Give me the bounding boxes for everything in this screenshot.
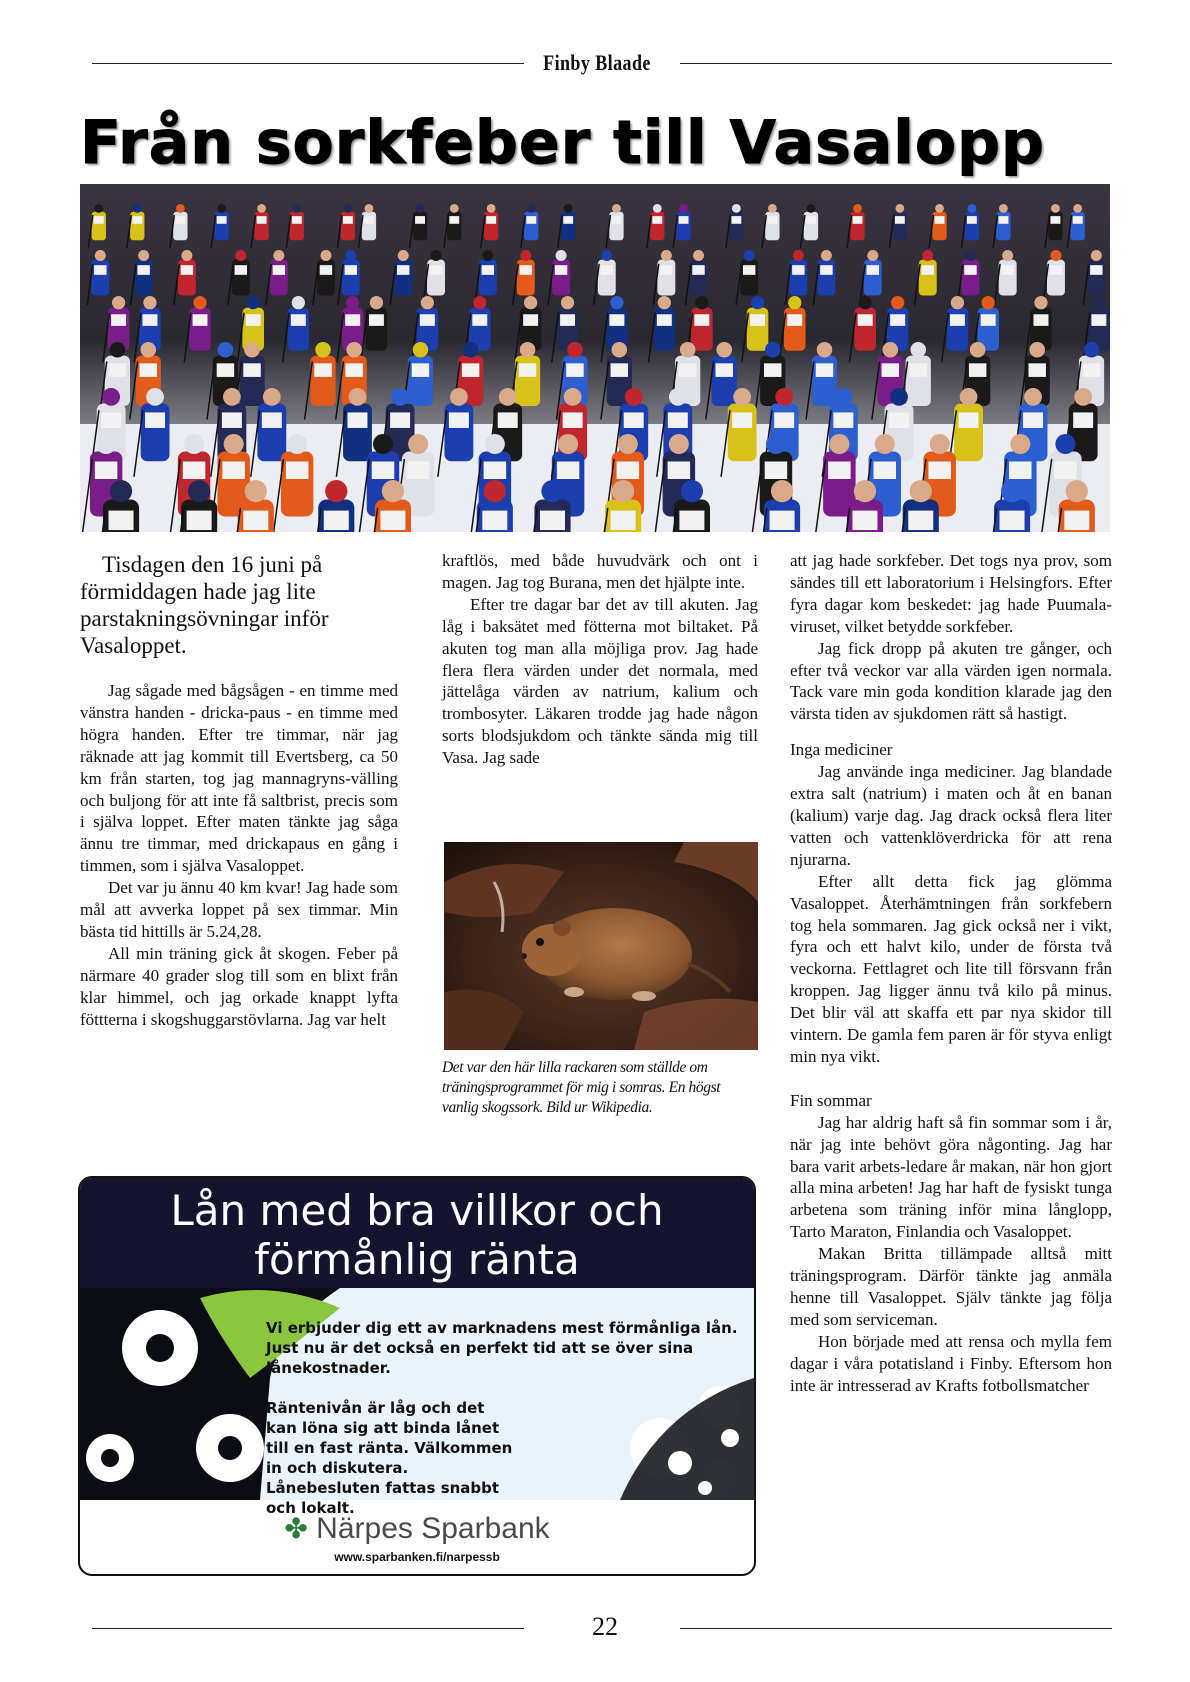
column-2 (442, 550, 758, 769)
ad-bank-name (80, 1512, 754, 1546)
ad-headline-line-2: förmånlig ränta (254, 1235, 580, 1284)
clover-logo-icon: ✤ (284, 1513, 308, 1544)
column-3 (790, 550, 1112, 1397)
col2-paragraph-1: kraftlös, med både huvudvärk och ont i magen. Jag tog Burana, men det hjälpte inte. (442, 551, 758, 592)
col1-paragraph-1: Jag sågade med bågsågen - en timme med vänstra handen - dricka-paus - en timme med högra handen. Efter tre timmar, när jag räknade att jag kommit till Evertsberg, ca 50 km från starten, tog jag mannagryns-välling och buljong för att inte få saltbrist, precis som i själva loppet. Efter maten tänkte jag såga ännu tre timmar, med drickapaus en gång i timmen, som i själva Vasaloppet. (80, 681, 398, 876)
subhead-inga-mediciner: Inga mediciner (790, 740, 893, 760)
col3-paragraph-6: Makan Britta tillämpade alltså mitt träningsprogram. Därför tänkte jag anmäla henne till Vasaloppet. Själv tänkte jag följa med som serviceman. (790, 1244, 1112, 1329)
article-title: Från sorkfeber till Vasalopp (80, 108, 1045, 178)
col2-paragraph-2: Efter tre dagar bar det av till akuten. Jag låg i baksätet med fötterna mot biltaket. På akuten tog man alla möjliga prov. Jag hade flera flera värden under det normala, med jättelåga värden av natrium, kalium och trombosyter. Läkaren trodde jag hade någon sorts blodsjukdom och tänkte sända mig till Vasa. Jag sade (442, 594, 758, 768)
vole-photo (444, 842, 758, 1050)
article-lead (80, 551, 412, 659)
col3-paragraph-7: Hon började med att rensa och mylla fem dagar i våra potatisland i Finby. Eftersom hon inte är intresserad av Krafts fotbollsmatcher (790, 1331, 1112, 1395)
bank-advertisement[interactable] (78, 1176, 756, 1576)
col1-paragraph-2: Det var ju ännu 40 km kvar! Jag hade som mål att avverka loppet på sex timmar. Min bästa tid hittills är 5.24,28. (80, 878, 398, 941)
subhead-fin-sommar: Fin sommar (790, 1090, 872, 1110)
col3-paragraph-2: Jag fick dropp på akuten tre gånger, och efter två veckor var alla värden igen normala. Tack vare min goda kondition klarade jag den värsta tiden av sjukdomen rätt så hastigt. (790, 638, 1112, 724)
col3-paragraph-3: Jag använde inga mediciner. Jag blandade extra salt (natrium) i maten och åt en banan (kalium) varje dag. Jag drack också flera liter vatten och vattenklöverdricka för att rena njurarna. (790, 762, 1112, 869)
column-1 (80, 680, 398, 1031)
vasaloppet-photo (80, 184, 1110, 532)
ad-text-offer: Vi erbjuder dig ett av marknadens mest förmånliga lån. Just nu är det också en perfekt tid att se över sina lånekostnader. (266, 1319, 738, 1377)
page-number: 22 (592, 1612, 618, 1641)
ad-body (80, 1288, 754, 1517)
publication-name: Finby Blaade (543, 50, 651, 75)
ad-url[interactable]: www.sparbanken.fi/narpessb (334, 1550, 500, 1564)
photo-caption: Det var den här lilla rackaren som ställde om träningsprogrammet för mig i somras. En högst vanlig skogssork. Bild ur Wikipedia. (442, 1059, 721, 1116)
ad-text-rate: Räntenivån är låg och det kan löna sig att binda lånet till en fast ränta. Välkommen in och diskutera. Lånebesluten fattas snabbt och lokalt. (266, 1399, 513, 1517)
lead-paragraph: Tisdagen den 16 juni på förmiddagen hade jag lite parstakningsövningar inför Vasaloppet. (80, 552, 329, 658)
ad-headline-line-1: Lån med bra villkor och (170, 1186, 664, 1235)
col3-paragraph-4: Efter allt detta fick jag glömma Vasaloppet. Återhämtningen från sorkfebern tog hela sommaren. Jag gick också ner i vikt, fyra och ett halvt kilo, under de första två veckorna. Fettlagret och lite till försvann från kroppen. Jag ligger ännu två kilo på minus. Det blir väl att skaffa ett par nya skidor till vintern. De gamla fem paren är för styva enligt min nya vikt. (790, 871, 1112, 1066)
ad-bank-label: Närpes Sparbank (316, 1512, 550, 1545)
ad-headline (80, 1178, 754, 1288)
col3-paragraph-1: att jag hade sorkfeber. Det togs nya prov, som sändes till ett laboratorium i Helsingfors. Efter fyra dagar kom beskedet: jag hade Puumala-viruset, vilket betydde sorkfeber. (790, 551, 1112, 636)
col3-paragraph-5: Jag har aldrig haft så fin sommar som i år, när jag inte behövt göra någonting. Jag har bara varit arbets-ledare år makan, när hon gjort alla mina arbeten! Jag har haft de fysiskt tunga arbetena som träning inför mina långlopp, Tarto Maraton, Finlandia och Vasaloppet. (790, 1112, 1112, 1242)
col1-paragraph-3: All min träning gick åt skogen. Feber på närmare 40 grader slog till som en blixt från klar himmel, och jag orkade knappt lyfta föttterna i skogshuggarstövlarna. Jag var helt (80, 943, 398, 1029)
